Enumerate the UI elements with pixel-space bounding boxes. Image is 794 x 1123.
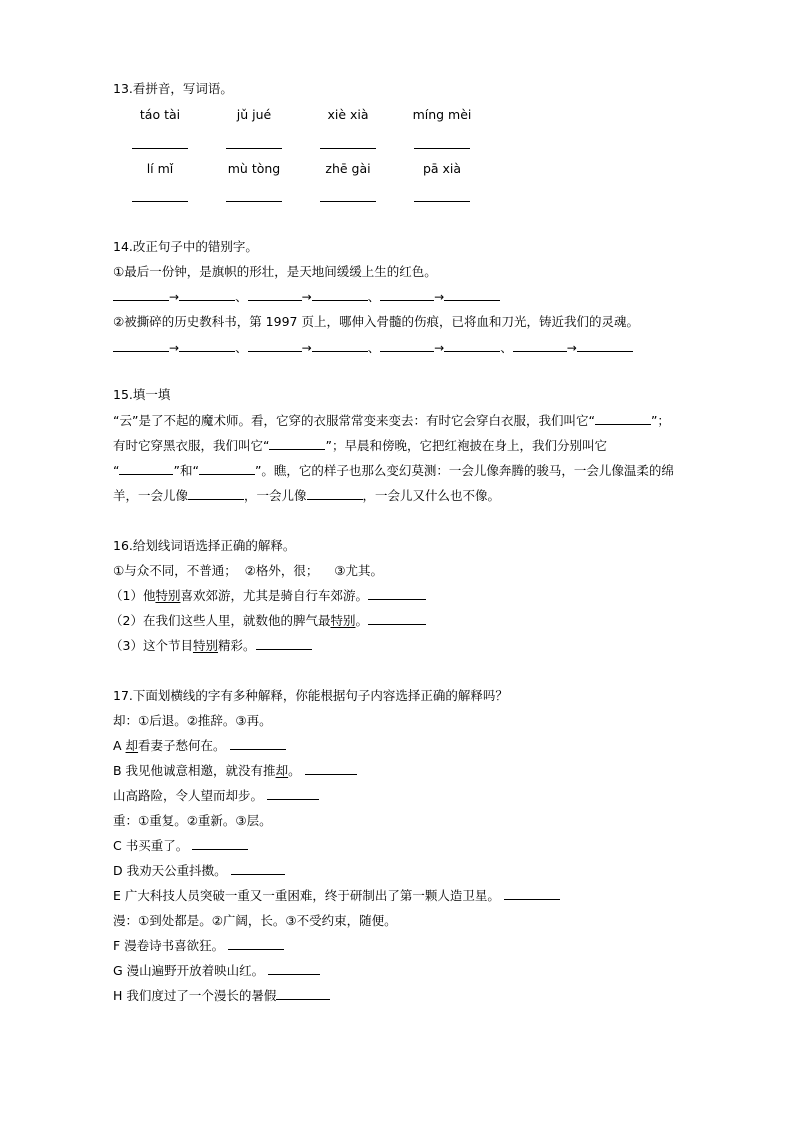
q14-sentence-1: ①最后一份钟，是旗帜的形壮，是天地间缓缓上生的红色。 xyxy=(113,264,437,279)
arrow-icon: → xyxy=(301,290,312,304)
q14-answer-row-1 xyxy=(113,288,500,306)
answer-blank[interactable] xyxy=(307,487,363,500)
answer-blank[interactable] xyxy=(595,412,651,425)
answer-blank[interactable] xyxy=(312,339,368,352)
q14-answer-row-2 xyxy=(113,339,633,357)
answer-blank[interactable] xyxy=(305,762,357,775)
answer-blank[interactable] xyxy=(320,148,376,149)
answer-blank[interactable] xyxy=(504,887,560,900)
underlined-word: 却 xyxy=(125,738,139,753)
q15-line-4 xyxy=(113,487,500,505)
underlined-word: 特别 xyxy=(192,638,218,653)
q17-text: D 我劝天公重抖擞。 xyxy=(113,863,227,878)
separator: 、 xyxy=(235,340,248,355)
answer-blank[interactable] xyxy=(320,201,376,202)
q15-text: “ xyxy=(113,463,120,478)
q17-text: 山高路险，令人望而却步。 xyxy=(113,788,264,803)
answer-blank[interactable] xyxy=(444,288,500,301)
q17-item-c xyxy=(113,837,248,855)
arrow-icon: → xyxy=(301,341,312,355)
pinyin-8: pā xià xyxy=(422,161,462,176)
answer-blank[interactable] xyxy=(268,962,320,975)
q17-text: 看妻子愁何在。 xyxy=(138,738,226,753)
q14-sentence-2: ②被撕碎的历史教科书，第 1997 页上，哪伸入骨髓的伤痕，已将血和刀光，铸近我们的灵魂。 xyxy=(113,314,639,329)
q17-text: A xyxy=(113,738,126,753)
answer-blank[interactable] xyxy=(192,837,248,850)
answer-blank[interactable] xyxy=(179,288,235,301)
q15-line-2 xyxy=(113,437,607,455)
pinyin-4: míng mèi xyxy=(412,107,472,122)
q15-line-3 xyxy=(113,462,674,480)
q17-item-a xyxy=(113,737,286,755)
q15-text: 有时它穿黑衣服，我们叫它“ xyxy=(113,438,270,453)
arrow-icon: → xyxy=(566,341,577,355)
q17-item-f xyxy=(113,937,284,955)
q15-text: ”和“ xyxy=(173,463,199,478)
answer-blank[interactable] xyxy=(231,862,285,875)
q17-text: 。 xyxy=(288,763,301,778)
answer-blank[interactable] xyxy=(230,737,286,750)
q17-text: F 漫卷诗书喜欲狂。 xyxy=(113,938,225,953)
underlined-word: 却 xyxy=(275,763,289,778)
q15-line-1 xyxy=(113,412,670,430)
answer-blank[interactable] xyxy=(414,148,470,149)
answer-blank[interactable] xyxy=(276,987,330,1000)
q16-options: ①与众不同，不普通； ②格外，很； ③尤其。 xyxy=(113,563,383,578)
answer-blank[interactable] xyxy=(444,339,500,352)
answer-blank[interactable] xyxy=(199,462,255,475)
q15-text: 羊，一会儿像 xyxy=(113,488,189,503)
q17-item-e xyxy=(113,887,560,905)
answer-blank[interactable] xyxy=(226,201,282,202)
que-definitions: 却：①后退。②推辞。③再。 xyxy=(113,713,272,728)
pinyin-3: xiè xià xyxy=(327,107,369,122)
q17-text: H 我们度过了一个漫长的暑假 xyxy=(113,988,277,1003)
pinyin-1: táo tài xyxy=(139,107,181,122)
q13-title: 13.看拼音，写词语。 xyxy=(113,81,233,96)
q15-text: ，一会儿像 xyxy=(244,488,307,503)
arrow-icon: → xyxy=(434,341,445,355)
underlined-word: 特别 xyxy=(330,613,356,628)
answer-blank[interactable] xyxy=(248,339,302,352)
answer-blank[interactable] xyxy=(577,339,633,352)
separator: 、 xyxy=(367,340,381,355)
answer-blank[interactable] xyxy=(368,587,426,600)
answer-blank[interactable] xyxy=(269,437,325,450)
answer-blank[interactable] xyxy=(513,339,567,352)
q16-text: 喜欢郊游，尤其是骑自行车郊游。 xyxy=(180,588,368,603)
answer-blank[interactable] xyxy=(380,339,434,352)
pinyin-5: lí mǐ xyxy=(146,161,174,176)
q16-item-3 xyxy=(110,637,312,655)
answer-blank[interactable] xyxy=(267,787,319,800)
pinyin-7: zhē gài xyxy=(325,161,371,176)
answer-blank[interactable] xyxy=(368,612,426,625)
q17-item-h xyxy=(113,987,330,1005)
answer-blank[interactable] xyxy=(132,201,188,202)
answer-blank[interactable] xyxy=(256,637,312,650)
answer-blank[interactable] xyxy=(414,201,470,202)
q17-text: G 漫山遍野开放着映山红。 xyxy=(113,963,265,978)
answer-blank[interactable] xyxy=(312,288,368,301)
separator: 、 xyxy=(367,289,381,304)
arrow-icon: → xyxy=(169,341,180,355)
arrow-icon: → xyxy=(169,290,180,304)
separator: 、 xyxy=(500,340,513,355)
q16-item-2 xyxy=(110,612,426,630)
q15-text: “云”是了不起的魔术师。看，它穿的衣服常常变来变去：有时它会穿白衣服，我们叫它“ xyxy=(113,413,595,428)
answer-blank[interactable] xyxy=(113,288,169,301)
q17-text: C 书买重了。 xyxy=(113,838,189,853)
q17-item-d xyxy=(113,862,285,880)
zhong-definitions: 重：①重复。②重新。③层。 xyxy=(113,813,272,828)
underlined-word: 特别 xyxy=(155,588,181,603)
pinyin-6: mù tòng xyxy=(227,161,281,176)
q15-text: ，一会儿又什么也不像。 xyxy=(362,488,501,503)
answer-blank[interactable] xyxy=(248,288,302,301)
q17-text: B 我见他诚意相邀，就没有推 xyxy=(113,763,276,778)
q15-text: ”。瞧，它的样子也那么变幻莫测：一会儿像奔腾的骏马，一会儿像温柔的绵 xyxy=(254,463,674,478)
answer-blank[interactable] xyxy=(188,487,244,500)
q17-item-shan xyxy=(113,787,319,805)
q15-text: ”；早晨和傍晚，它把红袍披在身上，我们分别叫它 xyxy=(325,438,607,453)
q17-title: 17.下面划横线的字有多种解释，你能根据句子内容选择正确的解释吗？ xyxy=(113,688,508,703)
q17-text: E 广大科技人员突破一重又一重困难，终于研制出了第一颗人造卫星。 xyxy=(113,888,500,903)
q16-text: 精彩。 xyxy=(217,638,256,653)
q16-text: （1）他 xyxy=(110,588,156,603)
man-definitions: 漫：①到处都是。②广阔，长。③不受约束，随便。 xyxy=(113,913,397,928)
answer-blank[interactable] xyxy=(380,288,434,301)
answer-blank[interactable] xyxy=(132,148,188,149)
q16-text: 。 xyxy=(355,613,368,628)
q15-title: 15.填一填 xyxy=(113,387,171,402)
separator: 、 xyxy=(235,289,248,304)
q16-text: （2）在我们这些人里，就数他的脾气最 xyxy=(110,613,331,628)
answer-blank[interactable] xyxy=(226,148,282,149)
answer-blank[interactable] xyxy=(113,339,169,352)
q16-text: （3）这个节目 xyxy=(110,638,193,653)
q15-text: ”； xyxy=(650,413,670,428)
answer-blank[interactable] xyxy=(179,339,235,352)
q17-item-g xyxy=(113,962,320,980)
answer-blank[interactable] xyxy=(228,937,284,950)
arrow-icon: → xyxy=(434,290,445,304)
pinyin-2: jǔ jué xyxy=(236,107,272,122)
q14-title: 14.改正句子中的错别字。 xyxy=(113,239,258,254)
answer-blank[interactable] xyxy=(119,462,173,475)
q16-item-1 xyxy=(110,587,426,605)
q17-item-b xyxy=(113,762,357,780)
q16-title: 16.给划线词语选择正确的解释。 xyxy=(113,538,296,553)
